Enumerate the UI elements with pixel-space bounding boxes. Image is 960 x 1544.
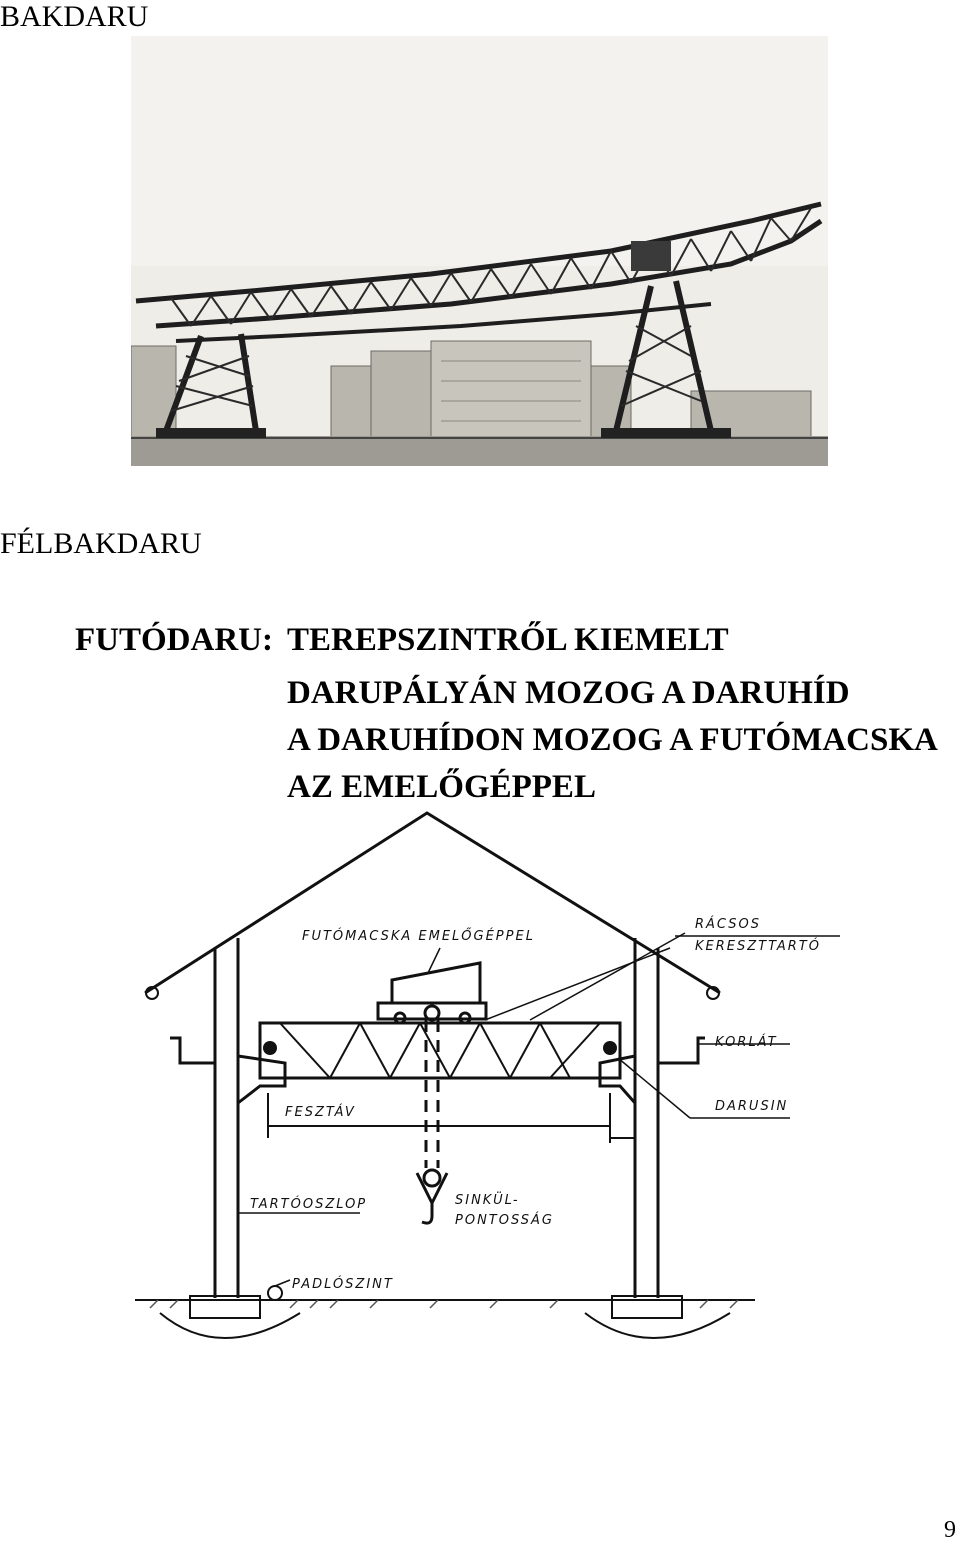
label-kereszttarto: KERESZTTARTÓ xyxy=(695,939,821,954)
futodaru-line-3: A DARUHÍDON MOZOG A FUTÓMACSKA xyxy=(287,722,938,758)
heading-bakdaru: BAKDARU xyxy=(0,0,149,33)
label-racsos: RÁCSOS xyxy=(695,917,761,932)
label-futomacska: FUTÓMACSKA EMELŐGÉPPEL xyxy=(302,929,535,944)
label-tartooszlop: TARTÓOSZLOP xyxy=(250,1197,368,1212)
futodaru-term: FUTÓDARU: xyxy=(75,622,273,658)
label-korlat: KORLÁT xyxy=(715,1035,778,1050)
label-fesztav: FESZTÁV xyxy=(285,1105,356,1120)
label-sinkul-1: SINKÜL- xyxy=(455,1193,520,1208)
label-sinkul-2: PONTOSSÁG xyxy=(455,1213,554,1228)
gantry-crane-photo xyxy=(131,36,828,466)
overhead-crane-diagram xyxy=(130,808,840,1368)
page-number: 9 xyxy=(944,1517,956,1543)
futodaru-line-1: TEREPSZINTRŐL KIEMELT xyxy=(287,622,729,658)
heading-felbakdaru: FÉLBAKDARU xyxy=(0,527,202,560)
futodaru-line-2: DARUPÁLYÁN MOZOG A DARUHÍD xyxy=(287,675,850,711)
label-padloszint: PADLÓSZINT xyxy=(292,1277,394,1292)
futodaru-line-4: AZ EMELŐGÉPPEL xyxy=(287,769,596,805)
label-darusin: DARUSIN xyxy=(715,1099,789,1114)
